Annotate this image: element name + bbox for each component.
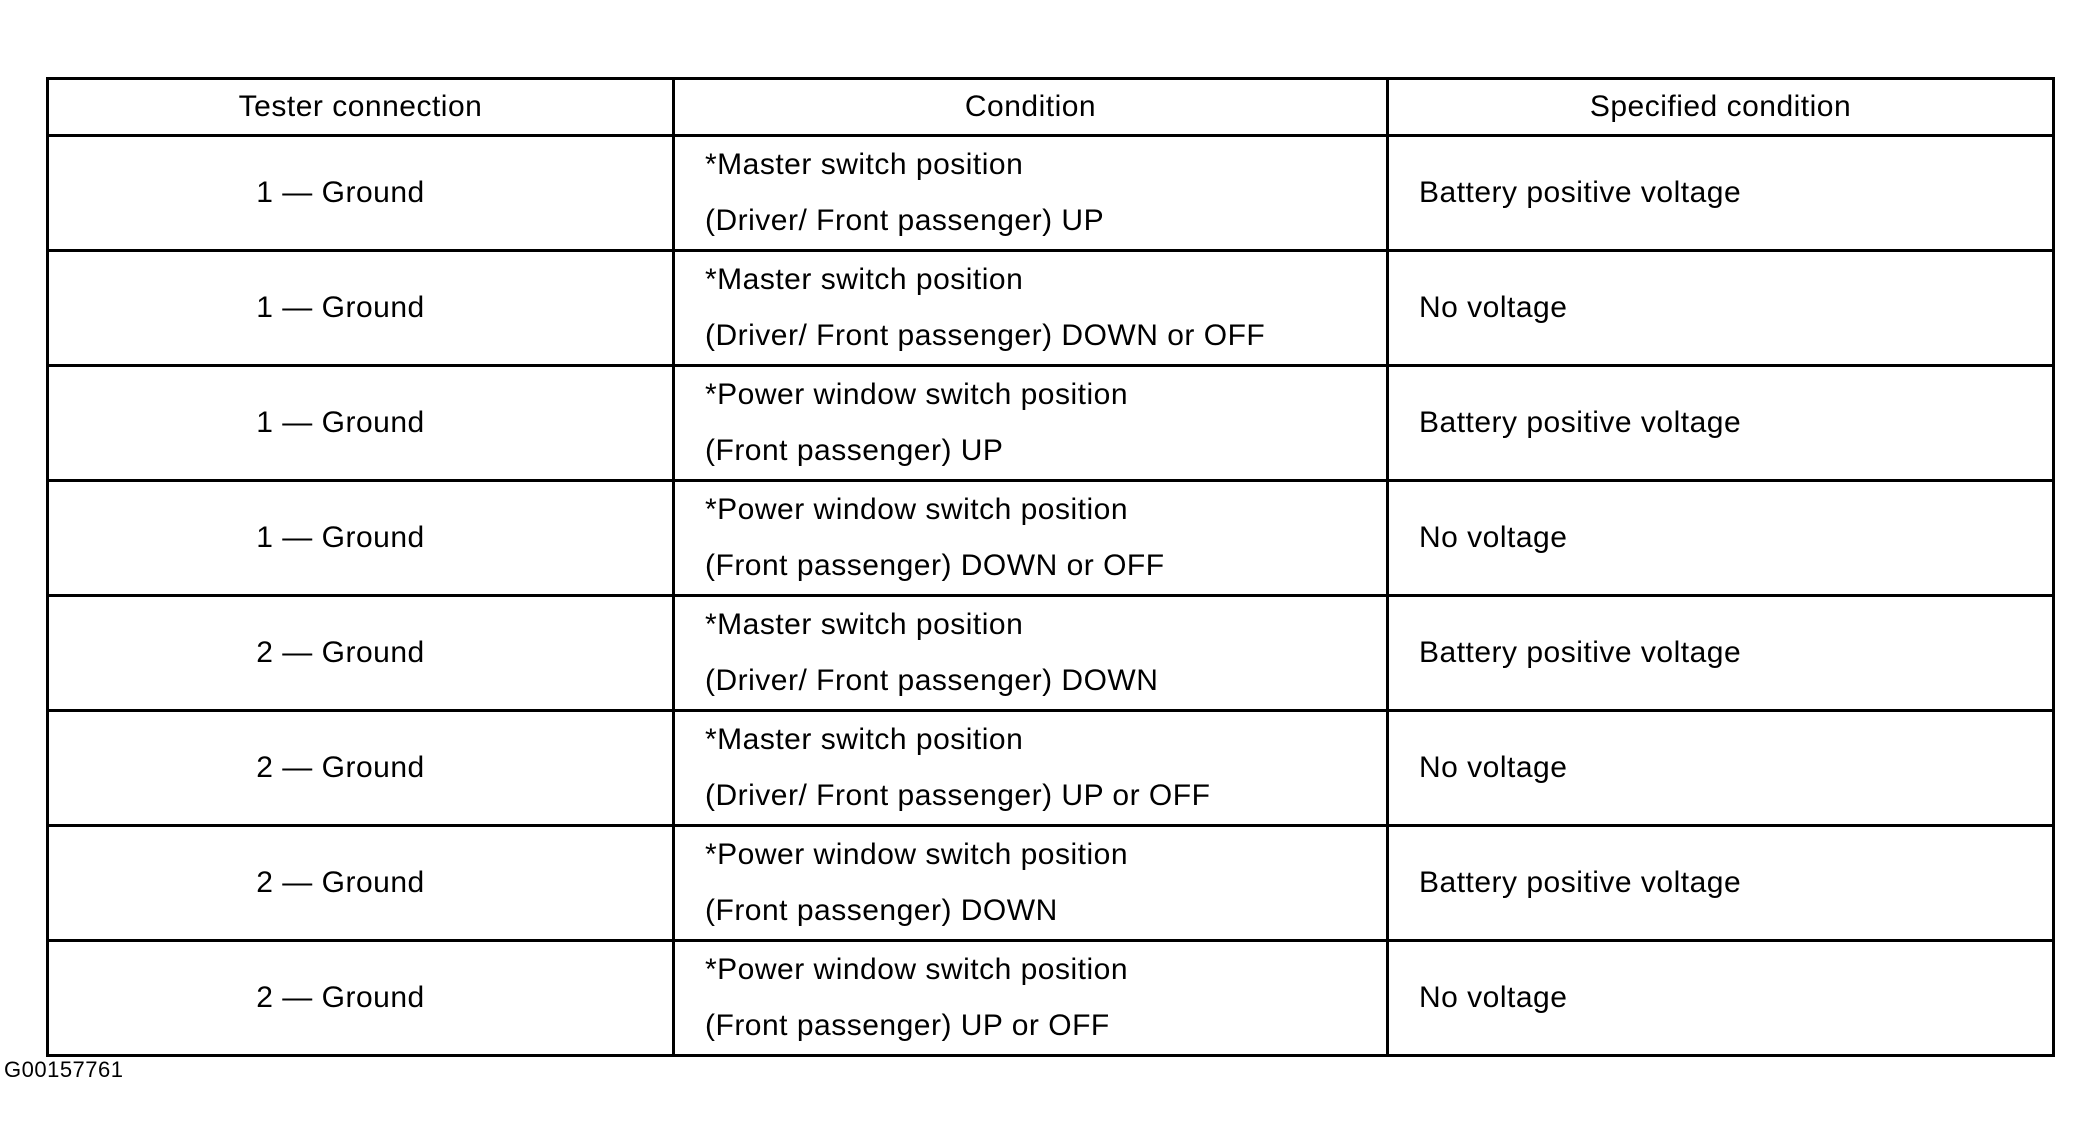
condition-cell	[674, 136, 1388, 251]
header-specified-condition: Specified condition	[1388, 79, 2054, 136]
condition-line-2: (Driver/ Front passenger) DOWN	[705, 664, 1159, 697]
condition-cell	[674, 366, 1388, 481]
table-row	[48, 596, 2054, 711]
specified-condition-cell: Battery positive voltage	[1388, 136, 2054, 251]
condition-cell	[674, 481, 1388, 596]
specified-condition-cell: Battery positive voltage	[1388, 596, 2054, 711]
tester-connection-cell: 1 — Ground	[48, 481, 674, 596]
condition-line-1: *Master switch position	[705, 148, 1024, 181]
condition-line-1: *Master switch position	[705, 608, 1024, 641]
condition-cell	[674, 251, 1388, 366]
header-tester-connection: Tester connection	[48, 79, 674, 136]
tester-connection-cell: 2 — Ground	[48, 596, 674, 711]
condition-line-1: *Power window switch position	[705, 953, 1129, 986]
specified-condition-cell: No voltage	[1388, 941, 2054, 1056]
specified-condition-cell: No voltage	[1388, 481, 2054, 596]
condition-line-2: (Driver/ Front passenger) UP or OFF	[705, 779, 1211, 812]
inspection-table	[46, 77, 2055, 1057]
inspection-table-container	[46, 77, 2052, 1057]
condition-line-1: *Power window switch position	[705, 493, 1129, 526]
condition-cell	[674, 711, 1388, 826]
table-row	[48, 136, 2054, 251]
condition-line-2: (Front passenger) UP	[705, 434, 1004, 467]
specified-condition-cell: No voltage	[1388, 711, 2054, 826]
figure-id-label: G00157761	[4, 1057, 124, 1082]
condition-line-2: (Driver/ Front passenger) DOWN or OFF	[705, 319, 1266, 352]
condition-line-2: (Driver/ Front passenger) UP	[705, 204, 1105, 237]
table-row	[48, 826, 2054, 941]
header-condition: Condition	[674, 79, 1388, 136]
table-row	[48, 251, 2054, 366]
condition-line-1: *Power window switch position	[705, 838, 1129, 871]
tester-connection-cell: 2 — Ground	[48, 826, 674, 941]
tester-connection-cell: 2 — Ground	[48, 711, 674, 826]
condition-line-2: (Front passenger) UP or OFF	[705, 1009, 1110, 1042]
condition-line-1: *Master switch position	[705, 723, 1024, 756]
condition-line-1: *Power window switch position	[705, 378, 1129, 411]
tester-connection-cell: 2 — Ground	[48, 941, 674, 1056]
specified-condition-cell: Battery positive voltage	[1388, 366, 2054, 481]
table-row	[48, 366, 2054, 481]
condition-cell	[674, 826, 1388, 941]
condition-line-2: (Front passenger) DOWN	[705, 894, 1058, 927]
table-row	[48, 711, 2054, 826]
condition-cell	[674, 941, 1388, 1056]
specified-condition-cell: No voltage	[1388, 251, 2054, 366]
tester-connection-cell: 1 — Ground	[48, 251, 674, 366]
condition-line-2: (Front passenger) DOWN or OFF	[705, 549, 1165, 582]
condition-line-1: *Master switch position	[705, 263, 1024, 296]
table-row	[48, 941, 2054, 1056]
tester-connection-cell: 1 — Ground	[48, 366, 674, 481]
table-row	[48, 481, 2054, 596]
table-header-row	[48, 79, 2054, 136]
specified-condition-cell: Battery positive voltage	[1388, 826, 2054, 941]
tester-connection-cell: 1 — Ground	[48, 136, 674, 251]
condition-cell	[674, 596, 1388, 711]
